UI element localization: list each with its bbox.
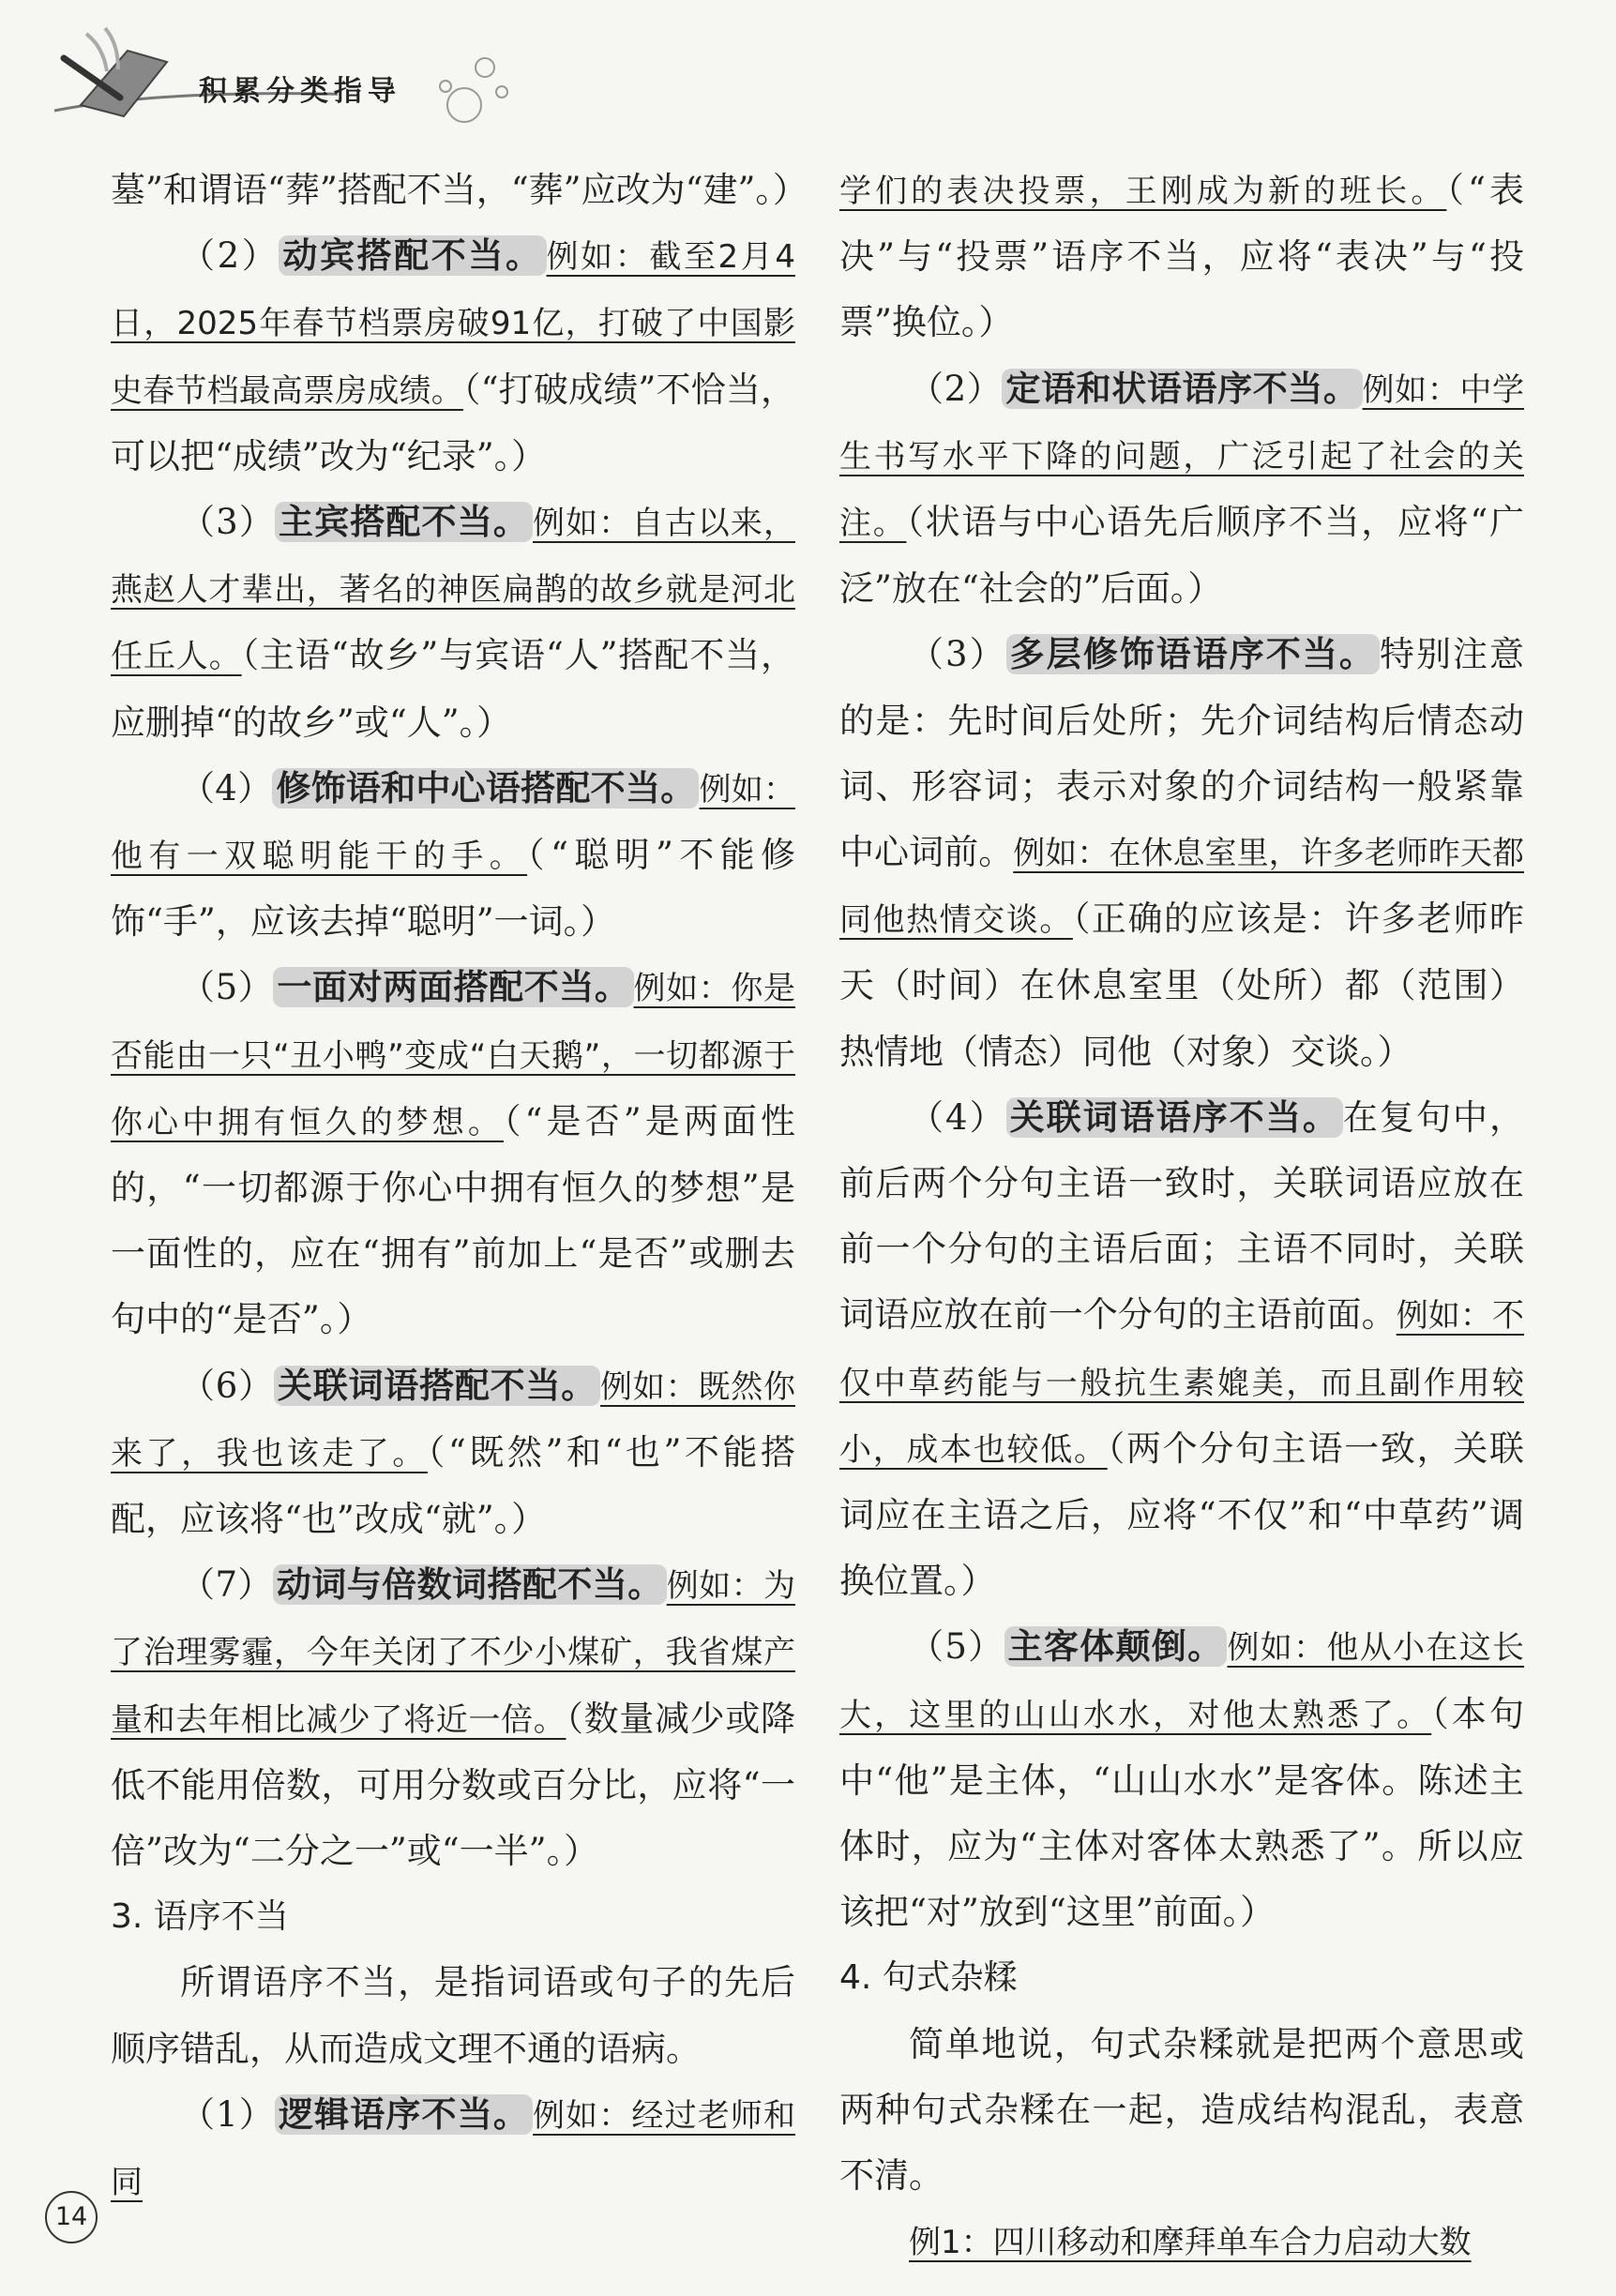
paragraph: 简单地说，句式杂糅就是把两个意思或两种句式杂糅在一起，造成结构混乱，表意不清。 [839,2023,1524,2197]
explanation-note: （数量减少或降低不能用倍数，可用分数或百分比，应将“一倍”改为“二分之一”或“一半”。） [111,1698,796,1872]
section-heading: 4. 句式杂糅 [839,1958,1018,1998]
highlighted-label: 主宾搭配不当。 [275,502,533,542]
example-sentence: 例如：中学生书写水平下降的问题，广泛引起了社会的关注。 [839,370,1525,543]
highlighted-label: 动宾搭配不当。 [279,235,546,276]
item-number: （2） [180,235,279,277]
example-sentence: 例如：既然你来了，我也该走了。 [111,1367,796,1473]
highlighted-label: 动词与倍数词搭配不当。 [273,1564,667,1605]
example-sentence: 学们的表决投票，王刚成为新的班长。 [839,173,1447,210]
explanation-note: （“是否”是两面性的，“一切都源于你心中拥有恒久的梦想”是一面性的，应在“拥有”前加上“是否”或删去句中的“是否”。） [111,1100,795,1340]
list-item [839,1614,1524,1945]
item-number: （4） [180,767,273,808]
item-number: （3） [909,634,1006,675]
example-sentence: 例如：你是否能由一只“丑小鸭”变成“白天鹅”，一切都源于你心中拥有恒久的梦想。 [111,970,796,1141]
list-item [839,622,1524,1084]
paragraph: 墓”和谓语“葬”搭配不当，“葬”应改为“建”。） [111,170,808,210]
example-sentence: 例如：不仅中草药能与一般抗生素媲美，而且副作用较小，成本也较低。 [839,1297,1525,1469]
list-item [111,223,795,490]
list-item [111,2082,795,2215]
item-number: （5） [909,1626,1004,1668]
paragraph [839,2209,1524,2275]
example-sentence: 例如：在休息室里，许多老师昨天都同他热情交谈。 [839,835,1524,940]
paragraph [839,158,1524,356]
item-number: （4） [909,1096,1006,1138]
highlighted-label: 主客体颠倒。 [1004,1626,1228,1667]
list-item [111,490,795,756]
item-number: （3） [180,502,275,543]
highlighted-label: 逻辑语序不当。 [275,2094,533,2135]
explanation-note: （本句中“他”是主体，“山山水水”是客体。陈述主体时，应为“主体对客体太熟悉了”。所以应该把“对”放到“这里”前面。） [839,1693,1525,1933]
example-sentence: 例1：四川移动和摩拜单车合力启动大数 [909,2224,1472,2262]
example-sentence: 例如：经过老师和同 [111,2096,796,2202]
page-header [0,0,1616,141]
highlighted-label: 关联词语语序不当。 [1006,1097,1343,1138]
section-heading: 3. 语序不当 [111,1897,289,1937]
list-item [111,1353,795,1553]
example-sentence: 例如：自古以来，燕赵人才辈出，著名的神医扁鹊的故乡就是河北任丘人。 [111,505,796,676]
right-column [839,158,1524,2276]
item-number: （1） [180,2093,275,2135]
header-title: 积累分类指导 [199,75,401,108]
example-sentence: 例如：截至2月4日，2025年春节档票房破91亿，打破了中国影史春节档最高票房成绩。 [111,238,796,410]
item-number: （6） [180,1365,274,1406]
explanation-note: （“既然”和“也”不能搭配，应该将“也”改成“就”。） [111,1431,795,1540]
explanation-note: （主语“故乡”与宾语“人”搭配不当，应删掉“的故乡”或“人”。） [111,635,795,743]
explanation-note: （两个分句主语一致，关联词应在主语之后，应将“不仅”和“中草药”调换位置。） [839,1427,1525,1602]
explanation-note: （“聪明”不能修饰“手”，应该去掉“聪明”一词。） [111,835,795,943]
left-column [111,158,808,2215]
item-description: 特别注意的是：先时间后处所；先介词结构后情态动词、形容词；表示对象的介词结构一般紧靠中心词前。 [839,634,1525,873]
paragraph: 所谓语序不当，是指词语或句子的先后顺序错乱，从而造成文理不通的语病。 [111,1962,795,2069]
explanation-note: （“表决”与“投票”语序不当，应将“表决”与“投票”换位。） [839,170,1525,343]
highlighted-label: 多层修饰语语序不当。 [1006,634,1380,674]
list-item [111,756,795,956]
example-sentence: 例如：他有一双聪明能干的手。 [111,770,796,876]
item-description: 在复句中，前后两个分句主语一致时，关联词语应放在前一个分句的主语后面；主语不同时，关联词语应放在前一个分句的主语前面。 [839,1096,1525,1336]
item-number: （7） [180,1564,273,1606]
highlighted-label: 关联词语搭配不当。 [274,1366,600,1406]
list-item [839,356,1524,623]
explanation-note: （正确的应该是：许多老师昨天（时间）在休息室里（处所）都（范围）热情地（情态）同他（对象）交谈。） [839,899,1525,1072]
page-number: 14 [45,2191,98,2243]
bubbles-decoration-icon [427,38,539,141]
explanation-note: （状语与中心语先后顺序不当，应将“广泛”放在“社会的”后面。） [839,502,1525,610]
list-item [839,1085,1524,1615]
item-number: （2） [909,368,1003,409]
highlighted-label: 一面对两面搭配不当。 [273,967,633,1007]
explanation-note: （“打破成绩”不恰当，可以把“成绩”改为“纪录”。） [111,369,795,476]
list-item [111,1552,795,1884]
item-number: （5） [180,967,274,1008]
list-item [111,955,795,1352]
highlighted-label: 定语和状语语序不当。 [1002,369,1362,409]
example-sentence: 例如：为了治理雾霾，今年关闭了不少小煤矿，我省煤产量和去年相比减少了将近一倍。 [111,1567,796,1739]
example-sentence: 例如：他从小在这长大，这里的山山水水，对他太熟悉了。 [839,1629,1525,1734]
highlighted-label: 修饰语和中心语搭配不当。 [272,768,699,808]
